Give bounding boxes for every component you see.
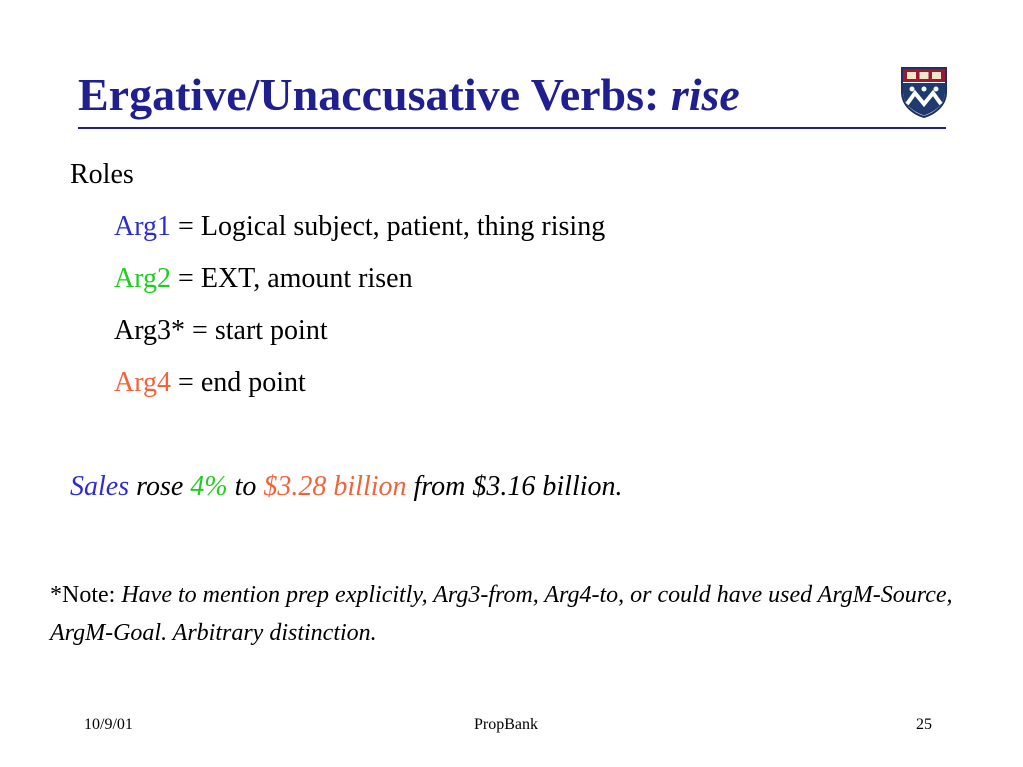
role-arg3-desc: = start point [185, 315, 328, 346]
note-prefix: *Note: [50, 582, 122, 608]
example-to: to [227, 471, 264, 502]
title-underline [78, 127, 946, 129]
university-shield-logo-icon [900, 66, 948, 118]
footer-title: PropBank [474, 716, 538, 733]
example-amount: $3.28 billion [263, 471, 407, 502]
roles-heading: Roles [70, 159, 134, 190]
role-arg1-desc: = Logical subject, patient, thing rising [171, 211, 606, 242]
role-arg4-label: Arg4 [114, 367, 172, 398]
role-arg4 [114, 369, 306, 397]
example-sentence [70, 473, 623, 501]
example-from: from $3.16 billion. [406, 471, 623, 502]
role-arg1 [114, 213, 605, 241]
role-arg1-label: Arg1 [114, 211, 172, 242]
footer-date: 10/9/01 [84, 716, 133, 733]
role-arg4-desc: = end point [171, 367, 306, 398]
example-sales: Sales [70, 471, 130, 502]
role-arg2-label: Arg2 [114, 263, 172, 294]
example-percent: 4% [190, 471, 228, 502]
page-number: 25 [916, 716, 932, 733]
role-arg2-desc: = EXT, amount risen [171, 263, 413, 294]
role-arg2 [114, 265, 413, 293]
role-arg3-label: Arg3* [114, 315, 186, 346]
role-arg3 [114, 317, 328, 345]
note [50, 576, 980, 652]
note-body: Have to mention prep explicitly, Arg3-from, Arg4-to, or could have used ArgM-Source, ArgM-Goal. Arbitrary distinction. [50, 582, 953, 646]
example-rose: rose [129, 471, 191, 502]
slide-title [78, 69, 740, 120]
title-main: Ergative/Unaccusative Verbs: [78, 69, 671, 120]
title-italic: rise [670, 69, 740, 120]
